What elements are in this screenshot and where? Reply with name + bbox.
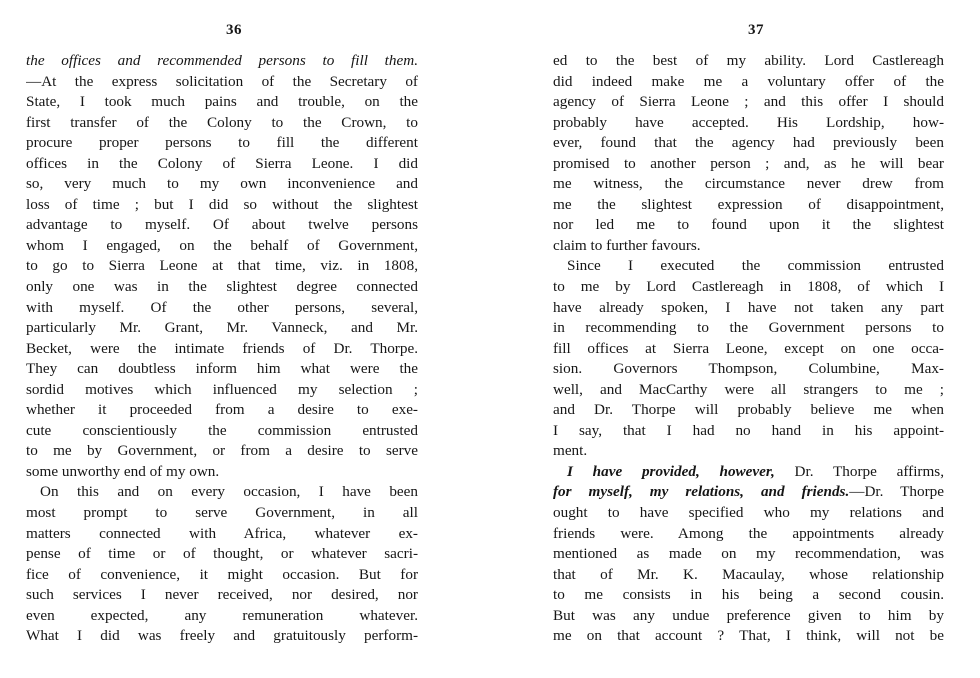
text-line: promised to another person ; and, as he will bear <box>553 154 944 172</box>
text-run: I have provided, however, <box>567 462 775 480</box>
text-line: Since I executed the commission entrusted <box>567 257 944 275</box>
text-line: with myself. Of the other persons, several, <box>26 298 418 316</box>
text-line: offices in the Colony of Sierra Leone. I did <box>26 154 418 172</box>
text-line: to me by Lord Castlereagh in 1808, of which I <box>553 278 944 296</box>
text-line: first transfer of the Colony to the Crown, to <box>26 113 418 131</box>
text-line: fice of convenience, it might occasion. But for <box>26 565 418 583</box>
text-run: Dr. Thorpe affirms, <box>774 462 944 480</box>
left-page-text <box>26 51 418 647</box>
text-line: me on that account ? That, I think, will not be <box>553 627 944 645</box>
text-line: even expected, any remuneration whatever. <box>26 606 418 624</box>
text-line: fill offices at Sierra Leone, except on one occa- <box>553 339 944 357</box>
text-line: cute conscientiously the commission entrusted <box>26 421 418 439</box>
text-line: particularly Mr. Grant, Mr. Vanneck, and Mr. <box>26 319 418 337</box>
text-line: in recommending to the Government persons to <box>553 319 944 337</box>
text-run: —Dr. Thorpe <box>849 483 944 501</box>
text-line: well, and MacCarthy were all strangers to me ; <box>553 380 944 398</box>
text-line: the offices and recommended persons to fill them. <box>26 52 418 69</box>
left-page-number: 36 <box>226 22 242 38</box>
text-line: pense of time or of thought, or whatever sacri- <box>26 545 418 563</box>
text-line: agency of Sierra Leone ; and this offer I should <box>553 93 944 111</box>
text-line: Becket, were the intimate friends of Dr. Thorpe. <box>26 339 418 357</box>
text-line: ever, found that the agency had previously been <box>553 134 944 152</box>
text-line: loss of time ; but I did so without the slightest <box>26 195 418 213</box>
text-line <box>553 462 944 483</box>
text-line: —At the express solicitation of the Secretary of <box>26 72 418 90</box>
text-line: did indeed make me a voluntary offer of the <box>553 72 944 90</box>
text-line: But was any undue preference given to him by <box>553 606 944 624</box>
text-line: that of Mr. K. Macaulay, whose relationship <box>553 565 944 583</box>
text-line: ed to the best of my ability. Lord Castlereagh <box>553 52 944 69</box>
text-line: to me consists in his being a second cousin. <box>553 586 944 604</box>
text-line: only one was in the slightest degree connected <box>26 278 418 296</box>
text-line: claim to further favours. <box>553 236 701 254</box>
text-line: sion. Governors Thompson, Columbine, Max- <box>553 360 944 378</box>
text-line <box>553 482 944 503</box>
text-line: and Dr. Thorpe will probably believe me when <box>553 401 944 419</box>
right-page-number: 37 <box>748 22 764 38</box>
text-line: What I did was freely and gratuitously perform- <box>26 627 418 645</box>
text-line: I say, that I had no hand in his appoint- <box>553 421 944 439</box>
text-line: to me by Government, or from a desire to serve <box>26 442 418 460</box>
text-line: probably have accepted. His Lordship, how- <box>553 113 944 131</box>
text-line: to go to Sierra Leone at that time, viz. in 1808, <box>26 257 418 275</box>
text-line: matters connected with Africa, whatever ex- <box>26 524 418 542</box>
text-line: whether it proceeded from a desire to exe- <box>26 401 418 419</box>
text-line: me witness, the circumstance never drew from <box>553 175 944 193</box>
text-line: nor led me to found upon it the slightest <box>553 216 944 234</box>
text-line: sordid motives which influenced my selection ; <box>26 380 418 398</box>
text-line: friends were. Among the appointments already <box>553 524 944 542</box>
text-line: so, very much to my own inconvenience and <box>26 175 418 193</box>
text-line: most prompt to serve Government, in all <box>26 504 418 522</box>
text-line: whom I engaged, on the behalf of Government, <box>26 236 418 254</box>
text-line: They can doubtless inform him what were the <box>26 360 418 378</box>
text-line: On this and on every occasion, I have been <box>40 483 418 501</box>
text-line: advantage to myself. Of about twelve persons <box>26 216 418 234</box>
text-line: ment. <box>553 442 588 460</box>
text-line: procure proper persons to fill the different <box>26 134 418 152</box>
text-line: mentioned as made on my recommendation, was <box>553 545 944 563</box>
text-line: such services I never received, nor desired, nor <box>26 586 418 604</box>
text-line: ought to have specified who my relations and <box>553 504 944 522</box>
text-line: some unworthy end of my own. <box>26 462 220 480</box>
text-line: have already spoken, I have not taken any part <box>553 298 944 316</box>
right-page-text <box>553 51 944 647</box>
text-line: State, I took much pains and trouble, on the <box>26 93 418 111</box>
right-page <box>490 0 980 678</box>
text-run: for myself, my relations, and friends. <box>553 483 850 501</box>
text-line: me the slightest expression of disappointment, <box>553 195 944 213</box>
